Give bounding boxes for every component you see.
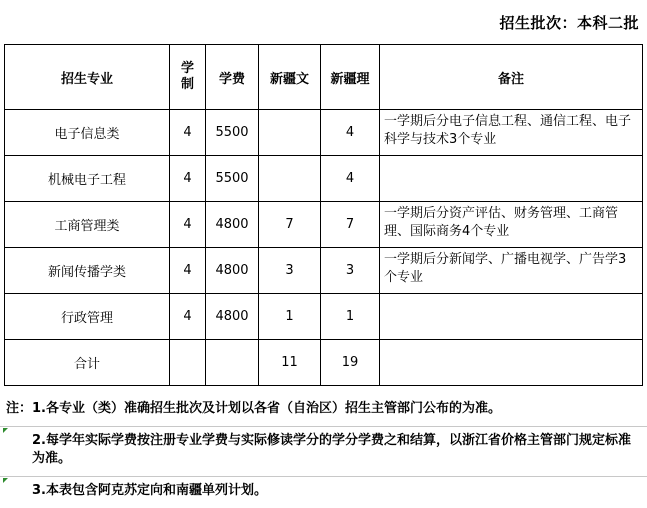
note-1: 注：1.各专业（类）准确招生批次及计划以各省（自治区）招生主管部门公布的为准。 (6, 401, 501, 416)
cell-years: 4 (170, 156, 206, 202)
cell-remark: 一学期后分电子信息工程、通信工程、电子科学与技术3个专业 (380, 110, 643, 156)
header-years-text: 学 制 (180, 61, 194, 92)
header-years (170, 45, 206, 110)
table-row (5, 156, 643, 202)
cell-fee: 4800 (206, 248, 259, 294)
header-xinjiang-arts: 新疆文 (259, 45, 321, 110)
cell-fee: 5500 (206, 110, 259, 156)
cell-arts: 7 (259, 202, 321, 248)
table-header-row (5, 45, 643, 110)
cell-fee: 4800 (206, 202, 259, 248)
batch-label: 招生批次：本科二批 (499, 14, 639, 32)
total-row (5, 340, 643, 386)
total-fee (206, 340, 259, 386)
note-divider (0, 476, 647, 477)
header-major: 招生专业 (5, 45, 170, 110)
cell-remark (380, 294, 643, 340)
cell-fee: 5500 (206, 156, 259, 202)
cell-fee: 4800 (206, 294, 259, 340)
cell-years: 4 (170, 248, 206, 294)
note-2: 2.每学年实际学费按注册专业学费与实际修读学分的学分学费之和结算，以浙江省价格主管部门规定标准为准。 (32, 433, 631, 466)
enrollment-table (4, 44, 643, 386)
cell-arts: 3 (259, 248, 321, 294)
cell-science: 4 (321, 156, 380, 202)
cell-major: 工商管理类 (5, 202, 170, 248)
cell-remark: 一学期后分资产评估、财务管理、工商管理、国际商务4个专业 (380, 202, 643, 248)
table-row (5, 202, 643, 248)
cell-remark: 一学期后分新闻学、广播电视学、广告学3个专业 (380, 248, 643, 294)
cell-major: 机械电子工程 (5, 156, 170, 202)
total-label: 合计 (5, 340, 170, 386)
cell-science: 3 (321, 248, 380, 294)
cell-science: 4 (321, 110, 380, 156)
cell-arts (259, 156, 321, 202)
total-remark (380, 340, 643, 386)
cell-science: 7 (321, 202, 380, 248)
table-row (5, 110, 643, 156)
table-row (5, 294, 643, 340)
total-arts: 11 (259, 340, 321, 386)
total-years (170, 340, 206, 386)
header-fee: 学费 (206, 45, 259, 110)
table-row (5, 248, 643, 294)
cell-years: 4 (170, 202, 206, 248)
cell-years: 4 (170, 110, 206, 156)
cell-remark (380, 156, 643, 202)
cell-arts: 1 (259, 294, 321, 340)
cell-years: 4 (170, 294, 206, 340)
cell-major: 新闻传播学类 (5, 248, 170, 294)
note-divider (0, 426, 647, 427)
note-3: 3.本表包含阿克苏定向和南疆单列计划。 (32, 483, 267, 498)
header-remark: 备注 (380, 45, 643, 110)
cell-science: 1 (321, 294, 380, 340)
cell-major: 电子信息类 (5, 110, 170, 156)
cell-major: 行政管理 (5, 294, 170, 340)
cell-arts (259, 110, 321, 156)
header-xinjiang-science: 新疆理 (321, 45, 380, 110)
total-science: 19 (321, 340, 380, 386)
